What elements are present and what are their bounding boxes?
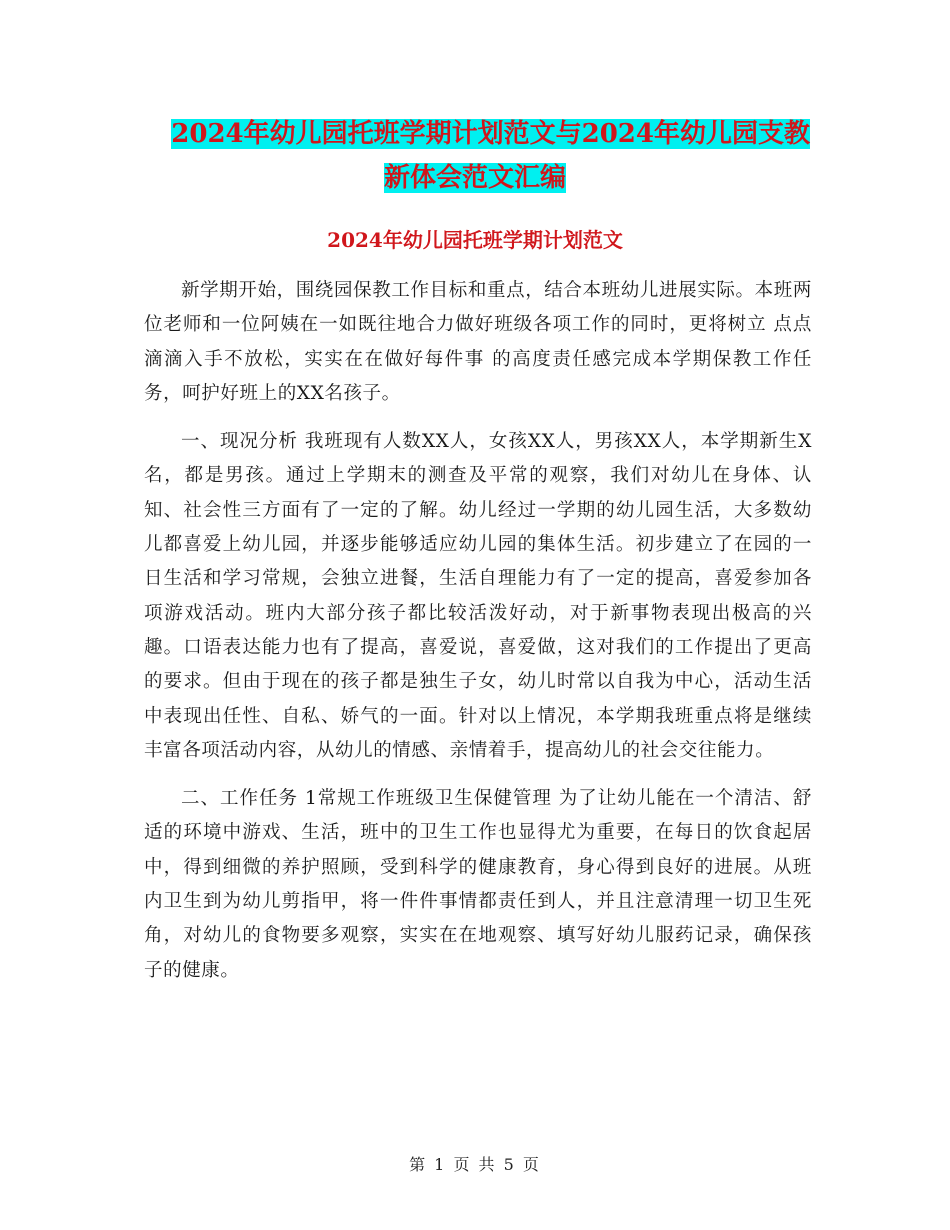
document-title-line1: 2024年幼儿园托班学期计划范文与2024年幼儿园支教 <box>171 119 810 149</box>
section-title: 2024年幼儿园托班学期计划范文 <box>327 228 623 252</box>
document-title-line2: 新体会范文汇编 <box>383 163 566 193</box>
paragraph-situation-analysis: 一、现况分析 我班现有人数XX人，女孩XX人，男孩XX人，本学期新生X名，都是男孩。通过上学期末的测查及平常的观察，我们对幼儿在身体、认知、社会性三方面有了一定的了解。幼儿经过一学期的幼儿园生活，大多数幼儿都喜爱上幼儿园，并逐步能够适应幼儿园的集体生活。初步建立了在园的一日生活和学习常规，会独立进餐，生活自理能力有了一定的提高，喜爱参加各项游戏活动。班内大部分孩子都比较活泼好动，对于新事物表现出极高的兴趣。口语表达能力也有了提高，喜爱说，喜爱做，这对我们的工作提出了更高的要求。但由于现在的孩子都是独生子女，幼儿时常以自我为中心，活动生活中表现出任性、自私、娇气的一面。针对以上情况，本学期我班重点将是继续丰富各项活动内容，从幼儿的情感、亲情着手，提高幼儿的社会交往能力。 <box>144 431 812 761</box>
paragraph-intro: 新学期开始，围绕园保教工作目标和重点，结合本班幼儿进展实际。本班两位老师和一位阿姨在一如既往地合力做好班级各项工作的同时，更将树立 点点滴滴入手不放松，实实在在做好每件事 的高度责任感完成本学期保教工作任务，呵护好班上的XX名孩子。 <box>144 280 812 404</box>
document-title <box>140 112 810 200</box>
paragraph-work-tasks: 二、工作任务 1常规工作班级卫生保健管理 为了让幼儿能在一个清洁、舒适的环境中游戏、生活，班中的卫生工作也显得尤为重要，在每日的饮食起居中，得到细微的养护照顾，受到科学的健康教育，身心得到良好的进展。从班内卫生到为幼儿剪指甲，将一件件事情都责任到人，并且注意清理一切卫生死角，对幼儿的食物要多观察，实实在在地观察、填写好幼儿服药记录，确保孩子的健康。 <box>144 788 812 981</box>
document-body <box>144 274 812 988</box>
page-footer: 第 1 页 共 5 页 <box>409 1155 541 1174</box>
